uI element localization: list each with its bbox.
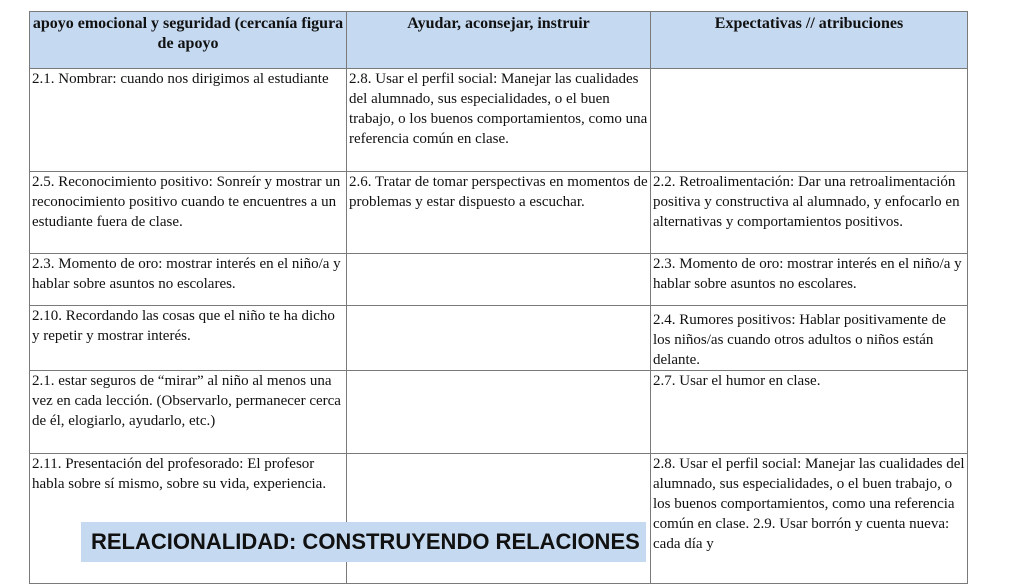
table-cell: [347, 254, 651, 306]
table-cell: [651, 69, 968, 172]
header-emotional-support: apoyo emocional y seguridad (cercanía figura de apoyo: [30, 12, 347, 69]
table-cell: 2.2. Retroalimentación: Dar una retroalimentación positiva y constructiva al alumnado, y enfocarlo en alternativas y comportamientos positivos.: [651, 172, 968, 254]
relationship-strategies-table: [29, 11, 968, 584]
table-cell: 2.4. Rumores positivos: Hablar positivamente de los niños/as cuando otros adultos o niños están delante.: [651, 306, 968, 371]
table-cell: 2.10. Recordando las cosas que el niño te ha dicho y repetir y mostrar interés.: [30, 306, 347, 371]
header-expectations: Expectativas // atribuciones: [651, 12, 968, 69]
table-cell: 2.1. estar seguros de “mirar” al niño al menos una vez en cada lección. (Observarlo, permanecer cerca de él, elogiarlo, ayudarlo, etc.): [30, 371, 347, 454]
table-row: [30, 69, 968, 172]
slide-title-banner: RELACIONALIDAD: CONSTRUYENDO RELACIONES: [81, 522, 646, 562]
table-row: [30, 254, 968, 306]
table-cell: 2.11. Presentación del profesorado: El profesor habla sobre sí mismo, sobre su vida, experiencia.: [30, 454, 347, 584]
table-cell: 2.7. Usar el humor en clase.: [651, 371, 968, 454]
table-row: [30, 306, 968, 371]
table-cell: 2.8. Usar el perfil social: Manejar las cualidades del alumnado, sus especialidades, o el buen trabajo, o los buenos comportamientos, como una referencia común en clase.: [347, 69, 651, 172]
table-cell: 2.5. Reconocimiento positivo: Sonreír y mostrar un reconocimiento positivo cuando te encuentres a un estudiante fuera de clase.: [30, 172, 347, 254]
table-cell: 2.3. Momento de oro: mostrar interés en el niño/a y hablar sobre asuntos no escolares.: [651, 254, 968, 306]
table-row: [30, 454, 968, 584]
header-help-advise: Ayudar, aconsejar, instruir: [347, 12, 651, 69]
table-cell: [347, 371, 651, 454]
table-row: [30, 371, 968, 454]
header-row: [30, 12, 968, 69]
table-cell: 2.6. Tratar de tomar perspectivas en momentos de problemas y estar dispuesto a escuchar.: [347, 172, 651, 254]
table-cell: 2.8. Usar el perfil social: Manejar las cualidades del alumnado, sus especialidades, o el buen trabajo, o los buenos comportamientos, como una referencia común en clase. 2.9. Usar borrón y cuenta nueva: cada día y: [651, 454, 968, 584]
table-cell: 2.3. Momento de oro: mostrar interés en el niño/a y hablar sobre asuntos no escolares.: [30, 254, 347, 306]
table-cell: [347, 306, 651, 371]
table-cell: 2.1. Nombrar: cuando nos dirigimos al estudiante: [30, 69, 347, 172]
table-row: [30, 172, 968, 254]
table-cell: [347, 454, 651, 584]
